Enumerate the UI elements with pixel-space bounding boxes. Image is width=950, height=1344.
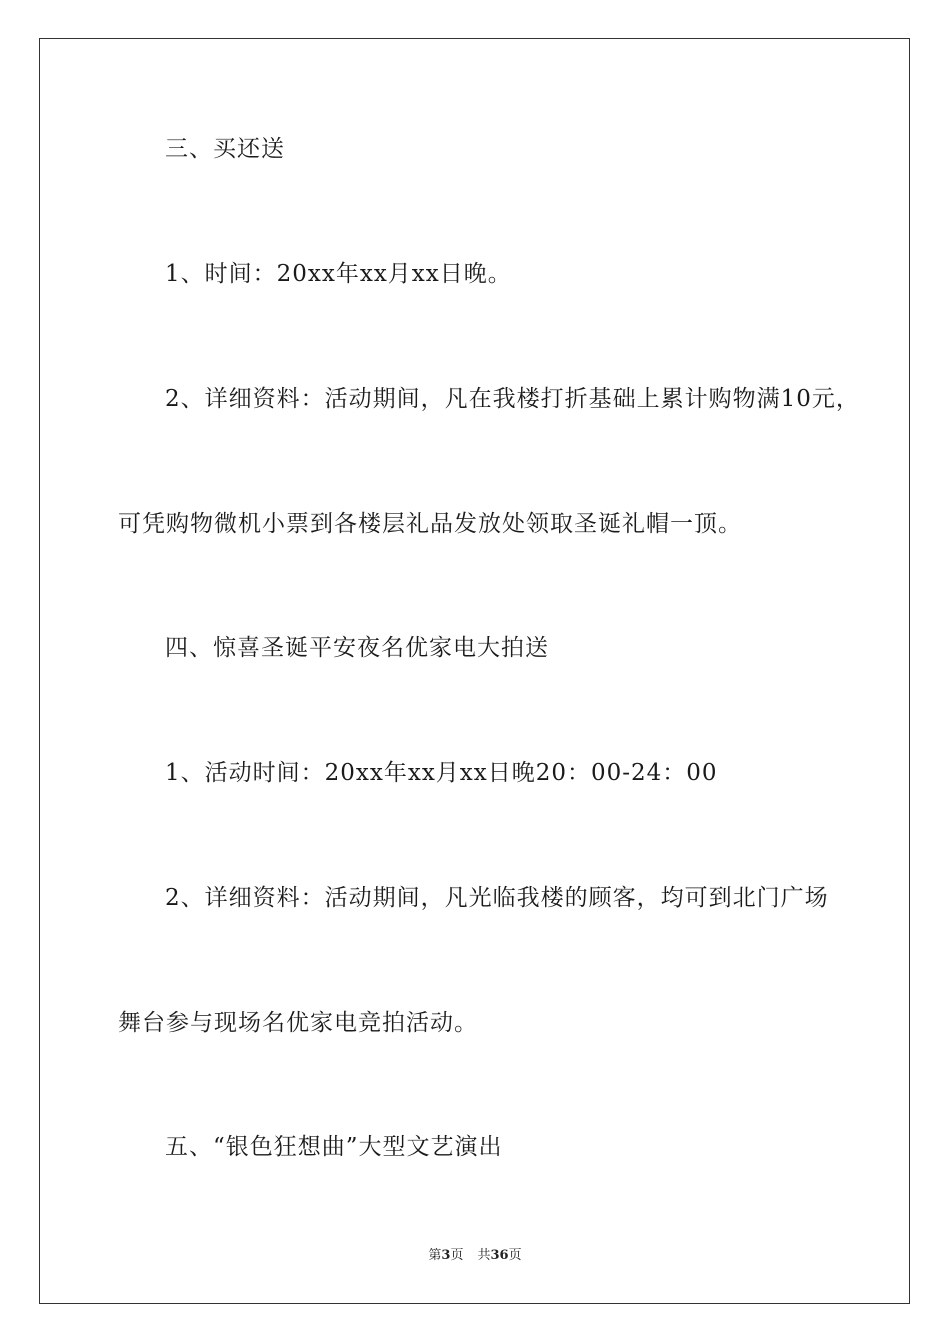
paragraph-details-line-1: 2、详细资料：活动期间，凡在我楼打折基础上累计购物满10元，: [165, 386, 860, 412]
footer-page-number: 3: [441, 1248, 451, 1263]
heading-auction: 四、惊喜圣诞平安夜名优家电大拍送: [165, 635, 549, 661]
paragraph-details-line-2: 可凭购物微机小票到各楼层礼品发放处领取圣诞礼帽一顶。: [118, 511, 742, 537]
heading-buy-and-gift: 三、买还送: [165, 136, 285, 162]
paragraph-auction-details-line-2: 舞台参与现场名优家电竞拍活动。: [118, 1010, 478, 1036]
footer-total-prefix: 共: [477, 1248, 491, 1263]
footer-page-suffix: 页: [450, 1248, 464, 1263]
page-border: [39, 38, 910, 1304]
page-footer: [0, 1247, 950, 1265]
paragraph-auction-details-line-1: 2、详细资料：活动期间，凡光临我楼的顾客，均可到北门广场: [165, 885, 829, 911]
footer-total-suffix: 页: [508, 1248, 522, 1263]
heading-performance: 五、“银色狂想曲”大型文艺演出: [165, 1134, 503, 1160]
footer-total-pages: 36: [490, 1248, 509, 1263]
paragraph-time: 1、时间：20xx年xx月xx日晚。: [165, 261, 512, 287]
paragraph-activity-time: 1、活动时间：20xx年xx月xx日晚20：00-24：00: [165, 760, 718, 786]
footer-page-prefix: 第: [428, 1248, 442, 1263]
